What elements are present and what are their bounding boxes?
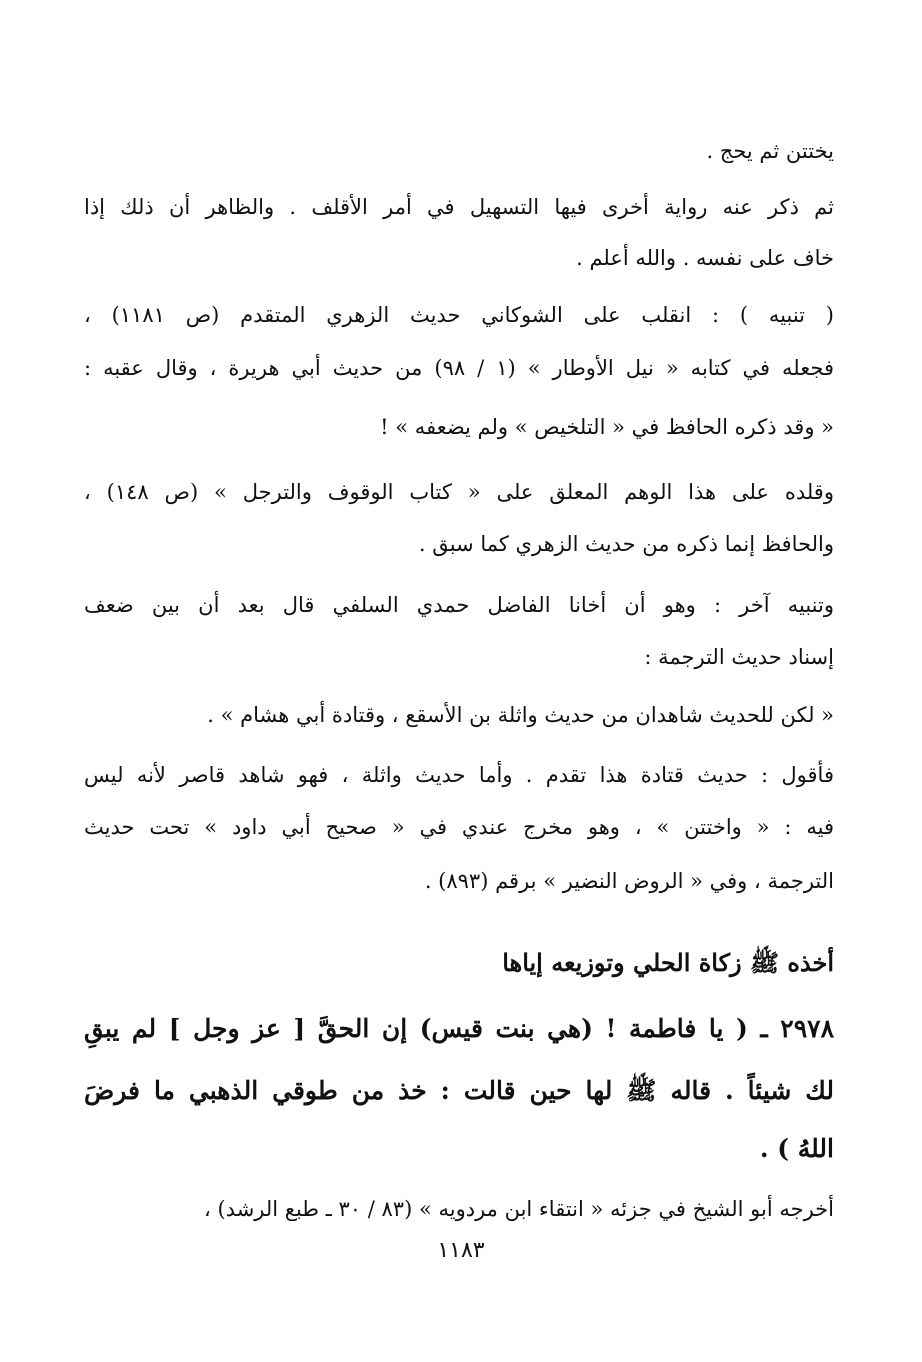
text-line: فيه : « واختتن » ، وهو مخرج عندي في « صحيح أبي داود » تحت حديث: [84, 815, 834, 839]
text-line: فجعله في كتابه « نيل الأوطار » (١ / ٩٨) من حديث أبي هريرة ، وقال عقبه :: [84, 356, 834, 380]
text-line: ( تنبيه ) : انقلب على الشوكاني حديث الزهري المتقدم (ص ١١٨١) ،: [84, 303, 834, 327]
text-line: ثم ذكر عنه رواية أخرى فيها التسهيل في أمر الأقلف . والظاهر أن ذلك إذا: [84, 195, 834, 219]
hadith-line: ٢٩٧٨ ـ ( يا فاطمة ! (هي بنت قيس) إن الحقَّ [ عز وجل ] لم يبقِ: [84, 1014, 834, 1043]
page-number: ١١٨٣: [437, 1238, 485, 1263]
text-line: وقلده على هذا الوهم المعلق على « كتاب الوقوف والترجل » (ص ١٤٨) ،: [84, 480, 834, 504]
hadith-line: لك شيئاً . قاله ﷺ لها حين قالت : خذ من طوقي الذهبي ما فرضَ: [84, 1076, 834, 1105]
text-line: يختتن ثم يحج .: [706, 139, 834, 163]
footnote-line: أخرجه أبو الشيخ في جزئه « انتقاء ابن مردويه » (٨٣ / ٣٠ ـ طبع الرشد) ،: [204, 1197, 834, 1221]
text-line: « لكن للحديث شاهدان من حديث واثلة بن الأسقع ، وقتادة أبي هشام » .: [207, 703, 834, 727]
text-line: والحافظ إنما ذكره من حديث الزهري كما سبق .: [418, 532, 834, 556]
text-line: الترجمة ، وفي « الروض النضير » برقم (٨٩٣) .: [424, 869, 834, 893]
text-line: خاف على نفسه . والله أعلم .: [576, 246, 834, 270]
text-line: « وقد ذكره الحافظ في « التلخيص » ولم يضعفه » !: [380, 415, 834, 439]
text-line: فأقول : حديث قتادة هذا تقدم . وأما حديث واثلة ، فهو شاهد قاصر لأنه ليس: [84, 763, 834, 787]
section-heading: أخذه ﷺ زكاة الحلي وتوزيعه إياها: [502, 948, 834, 977]
text-line: وتنبيه آخر : وهو أن أخانا الفاضل حمدي السلفي قال بعد أن بين ضعف: [84, 593, 834, 617]
hadith-line: اللهُ ) .: [759, 1134, 834, 1163]
text-line: إسناد حديث الترجمة :: [644, 645, 834, 669]
